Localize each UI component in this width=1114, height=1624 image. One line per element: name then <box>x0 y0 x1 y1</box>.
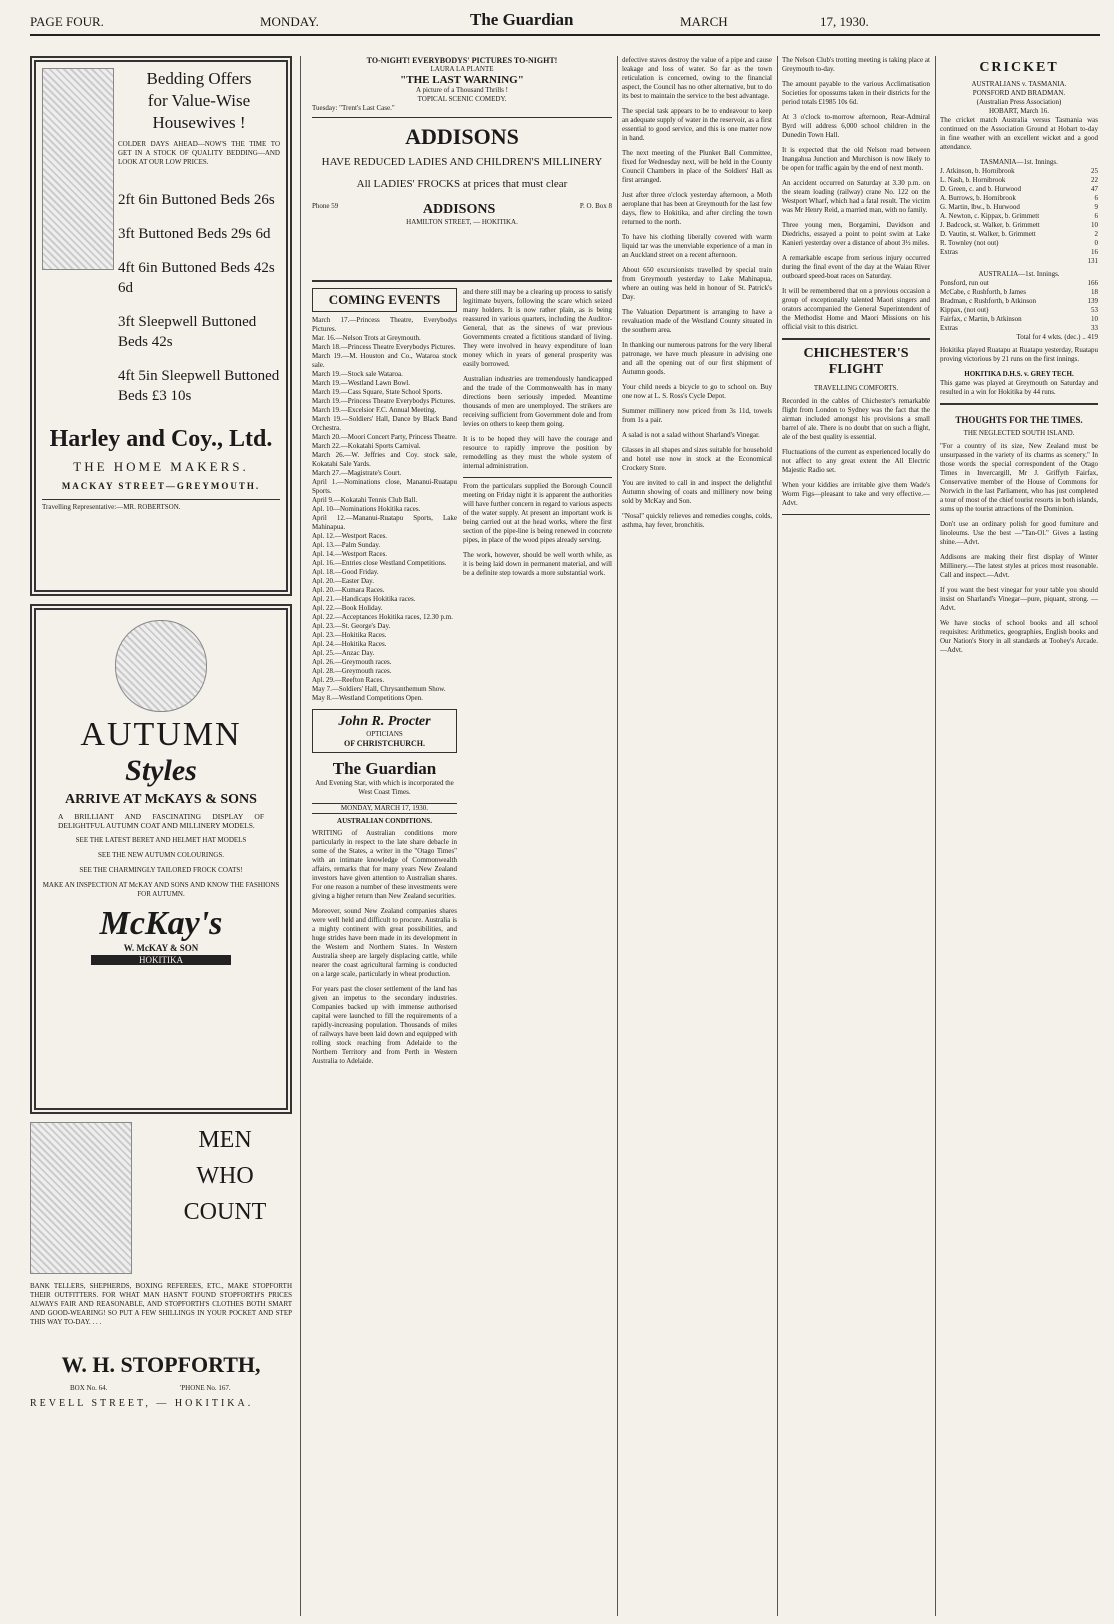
batsman: A. Burrows, b. Hornibrook <box>940 194 1016 202</box>
editorial-paragraph: It is to be hoped they will have the courage and resource to rapidly improve the position by remodelling as they must the whole system of internal administration. <box>463 435 612 470</box>
stopforth-heading: WHO <box>196 1163 254 1189</box>
runs: 166 <box>1087 279 1098 287</box>
batsman: McCabe, c Rushforth, b James <box>940 288 1026 296</box>
water-paragraph: From the particulars supplied the Borough Council meeting on Friday night it is apparent the authorities will have further concern in regard to various aspects of the water supply. At present an important work is being carried out at the head works, where the first section of the pipe-line is being renewed in concrete pipes, in place of the wood pipes already serving. <box>463 477 612 545</box>
harley-item: 3ft Buttoned Beds 29s 6d <box>118 226 271 242</box>
event-item: Apl. 24.—Hokitika Races. <box>312 640 387 648</box>
mckay-line: SEE THE CHARMINGLY TAILORED FROCK COATS! <box>79 866 243 874</box>
australia-total: Total for 4 wkts. (dec.) .. 419 <box>1016 333 1098 341</box>
news-paragraph: About 650 excursionists travelled by special train from Greymouth yesterday to Lake Mahinapua, where an outing was held in honour of St. Patrick's Day. <box>622 266 772 301</box>
column-4-paragraphs <box>782 56 930 332</box>
runs: 9 <box>1094 203 1098 211</box>
batsman: J. Badcock, st. Walker, b. Grimmett <box>940 221 1040 229</box>
addisons-phone: Phone 59 <box>312 202 339 210</box>
mckay-heading-1: AUTUMN <box>80 716 242 753</box>
event-item: Apl. 18.—Good Friday. <box>312 568 379 576</box>
stopforth-heading: MEN <box>198 1127 252 1153</box>
stopforth-heading: COUNT <box>183 1199 267 1225</box>
column-2b <box>463 288 612 1072</box>
chichester-title: CHICHESTER'S FLIGHT <box>803 346 909 377</box>
mckay-line: SEE THE LATEST BERET AND HELMET HAT MODELS <box>75 836 247 844</box>
editorial-paragraph: and there still may be a clearing up process to satisfy legitimate buyers, following the scare which seized many holders. It is now rather plain, as is being reassured in various quarters, including the Auditor-General, that as the sinews of war previous Governments created a fictitious standard of living. They were involved in heavy expenditure of loan money which in years of general prosperity was easily borrowed. <box>463 288 612 368</box>
harley-heading-1: Bedding Offers <box>146 69 252 88</box>
chichester-article <box>782 338 930 515</box>
news-paragraph: You are invited to call in and inspect the delightful Autumn showing of coats and millinery now being sold by McKay and Son. <box>622 479 772 505</box>
harley-advert <box>30 56 292 596</box>
mckay-heading-2: Styles <box>125 754 197 787</box>
score-row <box>940 230 1098 239</box>
chichester-sub: TRAVELLING COMFORTS. <box>813 384 899 392</box>
water-paragraph: The work, however, should be well worth while, as it is being laid down in permanent material, and will be a definite step towards a more substantial work. <box>463 551 612 577</box>
harley-firm: Harley and Coy., Ltd. <box>49 426 273 452</box>
event-item: May 7.—Soldiers' Hall, Chrysanthemum Show. <box>312 685 446 693</box>
cricket-assoc: (Australian Press Association) <box>976 98 1062 106</box>
score-row <box>940 315 1098 324</box>
batsman: Extras <box>940 324 958 332</box>
runs: 139 <box>1087 297 1098 305</box>
column-sport <box>940 56 1098 661</box>
news-paragraph: It will be remembered that on a previous occasion a group of exceptionally talented Maori singers and orators accompanied the General Superintendent of the Methodist Home and Maori Missions on his official visit to this district. <box>782 287 930 331</box>
pictures-tuesday: Tuesday: "Trent's Last Case." <box>312 104 395 112</box>
news-paragraph: A salad is not a salad without Sharland's Vinegar. <box>622 431 760 439</box>
news-paragraph: Three young men, Borgamini, Davidson and Diedrichs, essayed a point to point swim at Lake Kanieri yesterday over a distance of about 3½ miles. <box>782 221 930 247</box>
runs: 25 <box>1091 167 1098 175</box>
score-row <box>940 297 1098 306</box>
news-paragraph: A remarkable escape from serious injury occurred during the final event of the day at the Waiau River outboard speed-boat races on Saturday. <box>782 254 930 280</box>
mckay-logo: McKay's <box>99 905 223 942</box>
pictures-star: LAURA LA PLANTE <box>430 65 494 73</box>
addisons-name: ADDISONS <box>405 124 519 149</box>
event-item: April 9.—Kokatahi Tennis Club Ball. <box>312 496 418 504</box>
thoughts-paragraph: We have stocks of school books and all school requisites: Arithmetics, geographies, English books and Our Nation's Story in all standards at Toohey's Arcade.—Advt. <box>940 619 1098 654</box>
score-row <box>940 167 1098 176</box>
thoughts-paragraph: "For a country of its size, New Zealand must be unsurpassed in the variety of its charms as scenery." In those words the special correspondent of the Otago Times in Invercargill, Mr J. Griffyth Fairfax, Conservative member of the House of Commons for Norwich in the last Parliament, who has just completed a tour of most of the chief tourist resorts in both islands, sums up the tourist attractions of the Dominion. <box>940 442 1098 513</box>
mckay-line: SEE THE NEW AUTUMN COLOURINGS. <box>98 851 224 859</box>
stopforth-name: W. H. STOPFORTH, <box>61 1352 261 1377</box>
chichester-paragraph: Fluctuations of the current as experienced locally do not affect to any great extent the All Electric Majestic Radio set. <box>782 448 930 474</box>
masthead-sub: And Evening Star, with which is incorporated the West Coast Times. <box>315 779 454 796</box>
cricket-body: The cricket match Australia versus Tasmania was continued on the Association Ground at Hobart to-day in fine weather with an excellent wicket and a good attendance. <box>940 116 1098 151</box>
tasmania-total: 131 <box>1087 257 1098 265</box>
news-paragraph: "Nosal" quickly relieves and remedies coughs, colds, asthma, hay fever, bronchitis. <box>622 512 772 529</box>
news-paragraph: Glasses in all shapes and sizes suitable for household and hotel use now in stock at the Economical Crockery Store. <box>622 446 772 472</box>
event-item: March 26.—W. Jeffries and Coy. stock sale, Kokatahi Sale Yards. <box>312 451 457 468</box>
mckay-advert <box>30 604 292 1114</box>
procter-name: John R. Procter <box>338 714 431 729</box>
news-paragraph: The next meeting of the Plunket Ball Committee, fixed for Wednesday next, will be held in the County Council Chambers in place of the Soldiers' Hall as first arranged. <box>622 149 772 184</box>
editorial-paragraph: Australian industries are tremendously handicapped and the trade of the Commonwealth has in many directions been seriously impeded. Meantime thousands of men are unemployed. The strikers are receiving sufficient from Government dole and from levies on others to keep them going. <box>463 375 612 428</box>
column-ads <box>30 56 292 1542</box>
procter-advert <box>312 709 457 753</box>
runs: 6 <box>1094 212 1098 220</box>
column-news-1 <box>312 56 612 1072</box>
editorial-heading: AUSTRALIAN CONDITIONS. <box>337 817 432 825</box>
thoughts-paragraph: If you want the best vinegar for your table you should insist on Sharland's Vinegar—pure, piquant, strong. —Advt. <box>940 586 1098 612</box>
cricket-sub2: PONSFORD AND BRADMAN. <box>972 89 1066 97</box>
score-row <box>940 176 1098 185</box>
score-row <box>940 306 1098 315</box>
news-paragraph: An accident occurred on Saturday at 3.30 p.m. on the steam loading (railway) crane No. 122 on the Westport Wharf, which had a fatal result. The victim was Mr Henry Reid, a married man, with no family. <box>782 179 930 214</box>
event-item: Apl. 23.—Hokitika Races. <box>312 631 387 639</box>
batsman: Bradman, c Rushforth, b Atkinson <box>940 297 1037 305</box>
score-row <box>940 324 1098 333</box>
column-news-3 <box>782 56 930 515</box>
harley-intro: COLDER DAYS AHEAD—NOW'S THE TIME TO GET IN A STOCK OF QUALITY BEDDING—AND LOOK AT OUR LOW PRICES. <box>118 140 280 166</box>
score-row <box>940 221 1098 230</box>
harley-item: 4ft 6in Buttoned Beds 42s 6d <box>118 260 275 296</box>
runs: 2 <box>1094 230 1098 238</box>
event-item: Mar. 16.—Nelson Trots at Greymouth. <box>312 334 421 342</box>
pictures-extras: TOPICAL SCENIC COMEDY. <box>417 95 507 103</box>
thoughts-paragraph: Don't use an ordinary polish for good furniture and linoleums. Use the best —"Tan-Ol." Gives a lasting shine.—Advt. <box>940 520 1098 546</box>
runs: 6 <box>1094 194 1098 202</box>
news-paragraph: Your child needs a bicycle to go to school on. Buy one now at L. S. Ross's Cycle Depot. <box>622 383 772 400</box>
editorial-paragraph: Moreover, sound New Zealand companies shares were well held and difficult to procure. Australia is a mighty continent with great possibilities, and huge strides have been made in its development in the Western and Northern States. In Western Australia sheep are largely displacing cattle, while nearer the coast agricultural farming is conducted on a large scale, particularly in wheat production. <box>312 907 457 978</box>
batsman: R. Townley (not out) <box>940 239 999 247</box>
runs: 16 <box>1091 248 1098 256</box>
thoughts-title: THOUGHTS FOR THE TIMES. <box>955 415 1083 425</box>
batsman: L. Nash, b. Hornibrook <box>940 176 1006 184</box>
batsman: Extras <box>940 248 958 256</box>
addisons-address: HAMILTON STREET, — HOKITIKA. <box>406 218 518 226</box>
page-number: PAGE FOUR. <box>30 14 104 29</box>
harley-heading-2: for Value-Wise <box>147 91 251 110</box>
thoughts-paragraph: Addisons are making their first display of Winter Millinery.—The latest styles at prices most reasonable. Call and inspect.—Advt. <box>940 553 1098 579</box>
harley-item: 4ft 5in Sleepwell Buttoned Beds £3 10s <box>118 368 280 404</box>
coming-events-title: COMING EVENTS <box>312 288 457 312</box>
tasmania-innings: TASMANIA—1st. Innings. <box>980 158 1058 166</box>
event-item: Apl. 12.—Westport Races. <box>312 532 388 540</box>
masthead-date: MONDAY, MARCH 17, 1930. <box>312 803 457 814</box>
score-row <box>940 203 1098 212</box>
australia-innings: AUSTRALIA—1st. Innings. <box>978 270 1060 278</box>
score-row <box>940 239 1098 248</box>
pictures-heading: TO-NIGHT! EVERYBODYS' PICTURES TO-NIGHT! <box>366 56 558 65</box>
news-paragraph: The special task appears to be to endeavour to keep an adequate supply of water in the reservoir, as a first essential to good service, and this is one matter now in hand. <box>622 107 772 142</box>
runs: 22 <box>1091 176 1098 184</box>
news-paragraph: At 3 o'clock to-morrow afternoon, Rear-Admiral Byrd will address 6,000 school children in the Dunedin Town Hall. <box>782 113 930 139</box>
runs: 10 <box>1091 315 1098 323</box>
event-item: Apl. 13.—Palm Sunday. <box>312 541 381 549</box>
stopforth-phone: 'PHONE No. 167. <box>180 1384 231 1392</box>
australia-scorecard <box>940 279 1098 333</box>
runs: 33 <box>1091 324 1098 332</box>
batsman: D. Green, c. and b. Hurwood <box>940 185 1022 193</box>
mckay-line: MAKE AN INSPECTION AT McKAY AND SONS AND KNOW THE FASHIONS FOR AUTUMN. <box>42 881 280 898</box>
news-paragraph: defective staves destroy the value of a pipe and cause leakage and loss of water. So far as the town reticulation is concerned, owing to the financial aspect, the Council has no other alternative, but to do its best to maintain the service to the best advantage. <box>622 56 772 100</box>
header-date: 17, 1930. <box>820 14 869 29</box>
event-item: Apl. 10—Nominations Hokitika races. <box>312 505 421 513</box>
harley-heading-3: Housewives ! <box>152 113 246 132</box>
stopforth-body: BANK TELLERS, SHEPHERDS, BOXING REFEREES, ETC., MAKE STOPFORTH THEIR OUTFITTERS. FOR WHAT MAN HASN'T FOUND STOPFORTH'S PRICES ALWAYS FAIR AND REASONABLE, AND STOPFORTH'S CLOTHES BOTH SMART AND GOOD-WEARING! SO PUT A FEW SHILLINGS IN YOUR POCKET AND STEP THIS WAY TO-DAY. . . . <box>30 1282 292 1326</box>
runs: 53 <box>1091 306 1098 314</box>
event-item: March 19.—Soldiers' Hall, Dance by Black Band Orchestra. <box>312 415 457 432</box>
event-item: Apl. 22.—Acceptances Hokitika races, 12.30 p.m. <box>312 613 453 621</box>
dhs-body: This game was played at Greymouth on Saturday and resulted in a win for Hokitika by 44 runs. <box>940 379 1098 396</box>
score-row <box>940 248 1098 257</box>
news-paragraph: Summer millinery now priced from 3s 11d, towels from 1s a pair. <box>622 407 772 424</box>
event-item: Apl. 14.—Westport Races. <box>312 550 388 558</box>
mckay-logo-town: HOKITIKA <box>91 955 231 965</box>
addisons-name-footer: ADDISONS <box>422 202 496 217</box>
mckay-body: A BRILLIANT AND FASCINATING DISPLAY OF DELIGHTFUL AUTUMN COAT AND MILLINERY MODELS. <box>58 812 264 830</box>
stopforth-box: BOX No. 64. <box>70 1384 108 1392</box>
news-paragraph: To have his clothing liberally covered with warm liquid tar was the unenviable experience of a man in an Auckland street on a recent afternoon. <box>622 233 772 259</box>
column-3-paragraphs <box>622 56 772 530</box>
runs: 10 <box>1091 221 1098 229</box>
chichester-paragraph: Recorded in the cables of Chichester's remarkable flight from London to Sydney was the fact that the airman included amongst his provisions a small barrel of ale. There is no doubt that on such a flight, ale of the best quality is essential. <box>782 397 930 441</box>
batsman: J. Atkinson, b. Hornibrook <box>940 167 1015 175</box>
batsman: D. Vautin, st. Walker, b. Grimmett <box>940 230 1036 238</box>
harley-item: 2ft 6in Buttoned Beds 26s <box>118 192 275 208</box>
score-row <box>940 185 1098 194</box>
pictures-advert <box>312 56 612 118</box>
news-paragraph: The Valuation Department is arranging to have a revaluation made of the Westland County situated in the southern area. <box>622 308 772 334</box>
score-row <box>940 288 1098 297</box>
event-item: March 27.—Magistrate's Court. <box>312 469 402 477</box>
event-item: April 1.—Nominations close, Mananui-Ruatapu Sports. <box>312 478 457 495</box>
event-item: April 12.—Mananui-Ruatapu Sports, Lake Mahinapua. <box>312 514 457 531</box>
thoughts-sub: THE NEGLECTED SOUTH ISLAND. <box>963 429 1075 437</box>
cricket-dateline: HOBART, March 16. <box>988 107 1050 115</box>
page-header <box>30 8 1100 36</box>
event-item: March 18.—Princess Theatre Everybodys Pictures. <box>312 343 456 351</box>
runs: 0 <box>1094 239 1098 247</box>
event-item: Apl. 26.—Greymouth races. <box>312 658 392 666</box>
stopforth-address: REVELL STREET, — HOKITIKA. <box>30 1398 254 1409</box>
event-item: May 8.—Westland Competitions Open. <box>312 694 423 702</box>
batsman: Ponsford, run out <box>940 279 989 287</box>
event-item: March 22.—Kokatahi Sports Carnival. <box>312 442 421 450</box>
harley-tagline: THE HOME MAKERS. <box>73 459 249 474</box>
man-illustration <box>30 1122 132 1274</box>
harley-item: 3ft Sleepwell Buttoned Beds 42s <box>118 314 257 350</box>
news-paragraph: In thanking our numerous patrons for the very liberal patronage, we have much pleasure in advising one and all the opening out of our first shipment of Autumn goods. <box>622 341 772 376</box>
event-item: Apl. 21.—Handicaps Hokitika races. <box>312 595 416 603</box>
cricket-title: CRICKET <box>979 60 1059 75</box>
pictures-film: "THE LAST WARNING" <box>400 74 524 86</box>
masthead-title: The Guardian <box>332 759 437 778</box>
lady-illustration <box>115 620 207 712</box>
event-item: Apl. 23.—St. George's Day. <box>312 622 391 630</box>
column-news-2 <box>622 56 772 536</box>
addisons-line1: HAVE REDUCED LADIES AND CHILDREN'S MILLINERY <box>321 156 603 168</box>
dhs-heading: HOKITIKA D.H.S. v. GREY TECH. <box>964 370 1074 378</box>
event-item: Apl. 25.—Anzac Day. <box>312 649 375 657</box>
score-row <box>940 212 1098 221</box>
header-masthead: The Guardian <box>470 10 574 29</box>
harley-rep: Travelling Representative:—MR. ROBERTSON. <box>42 499 280 511</box>
news-paragraph: The Nelson Club's trotting meeting is taking place at Greymouth to-day. <box>782 56 930 73</box>
news-paragraph: It is expected that the old Nelson road between Inangahua Junction and Murchison is now likely to be open for traffic again by the end of next month. <box>782 146 930 172</box>
procter-city: OF CHRISTCHURCH. <box>343 739 426 748</box>
news-paragraph: The amount payable to the various Acclimatisation Societies for opossums taken in their districts for the period totals £1985 10s 6d. <box>782 80 930 106</box>
event-item: March 19.—Excelsior F.C. Annual Meeting. <box>312 406 437 414</box>
event-item: March 19.—Stock sale Wataroa. <box>312 370 403 378</box>
coming-events-list <box>312 316 457 703</box>
event-item: March 19.—Princess Theatre Everybodys Pictures. <box>312 397 456 405</box>
event-item: March 19.—Westland Lawn Bowl. <box>312 379 410 387</box>
event-item: March 20.—Moori Concert Party, Princess Theatre. <box>312 433 457 441</box>
thoughts-section <box>940 403 1098 655</box>
event-item: Apl. 16.—Entries close Westland Competitions. <box>312 559 447 567</box>
batsman: Kippax, (not out) <box>940 306 989 314</box>
event-item: March 17.—Princess Theatre, Everybodys Pictures. <box>312 316 457 333</box>
addisons-advert <box>312 118 612 282</box>
batsman: A. Newton, c. Kippax, b. Grimmett <box>940 212 1040 220</box>
procter-sub: OPTICIANS <box>366 730 403 738</box>
event-item: Apl. 29.—Reefton Races. <box>312 676 385 684</box>
header-month: MARCH <box>680 14 728 29</box>
batsman: G. Martin, lbw., b. Hurwood <box>940 203 1020 211</box>
mckay-heading-3: ARRIVE AT McKAYS & SONS <box>65 792 257 807</box>
addisons-line2: All LADIES' FROCKS at prices that must clear <box>356 178 568 190</box>
addisons-box: P. O. Box 8 <box>579 202 612 210</box>
score-row <box>940 279 1098 288</box>
tasmania-scorecard <box>940 167 1098 257</box>
event-item: Apl. 22.—Book Holiday. <box>312 604 383 612</box>
mckay-logo-sub: W. McKAY & SON <box>123 943 199 953</box>
news-paragraph: Just after three o'clock yesterday afternoon, a Moth aeroplane that has been at Greymouth for the last few days, flew to Hokitika, and after circling the town returned to the north. <box>622 191 772 226</box>
editorial-paragraph: WRITING of Australian conditions more particularly in respect to the late share debacle in some of the States, a writer in the "Otago Times" with an intimate knowledge of Commonwealth affairs, remarks that for many years New Zealand investors have given attention to Australian shares. For one reason a number of these investments were giving a higher return than New Zealand securities. <box>312 829 457 900</box>
chichester-paragraph: When your kiddies are irritable give them Wade's Worm Figs—pleasant to take and very effective.—Advt. <box>782 481 930 507</box>
batsman: Fairfax, c Martin, b Atkinson <box>940 315 1022 323</box>
event-item: March 19.—Cass Square, State School Sports. <box>312 388 443 396</box>
editorial-paragraph: For years past the closer settlement of the land has given an impetus to the secondary industries. Companies backed up with immense authorised capital were launched to fill the requirements of a rapidly-increasing population. Thousands of miles of railways have been laid down and equipped with rolling stock reaching from Adelaide to the Northern Territory and from Perth in Western Australia to Adelaide. <box>312 985 457 1065</box>
event-item: March 19.—M. Houston and Co., Wataroa stock sale. <box>312 352 457 369</box>
event-item: Apl. 28.—Greymouth races. <box>312 667 392 675</box>
runs: 18 <box>1091 288 1098 296</box>
bed-illustration <box>42 68 114 270</box>
harley-street: MACKAY STREET—GREYMOUTH. <box>61 481 261 491</box>
stopforth-advert <box>30 1122 292 1542</box>
event-item: Apl. 20.—Kumara Races. <box>312 586 385 594</box>
event-item: Apl. 20.—Easter Day. <box>312 577 374 585</box>
pictures-sub: A picture of a Thousand Thrills ! <box>416 86 508 94</box>
header-day: MONDAY. <box>260 14 319 29</box>
score-row <box>940 194 1098 203</box>
cricket-sub: AUSTRALIANS v. TASMANIA. <box>971 80 1067 88</box>
column-2a <box>312 288 457 1072</box>
ruatapu-match: Hokitika played Ruatapu at Ruatapu yesterday, Ruatapu proving victorious by 21 runs on the first innings. <box>940 346 1098 363</box>
runs: 47 <box>1091 185 1098 193</box>
